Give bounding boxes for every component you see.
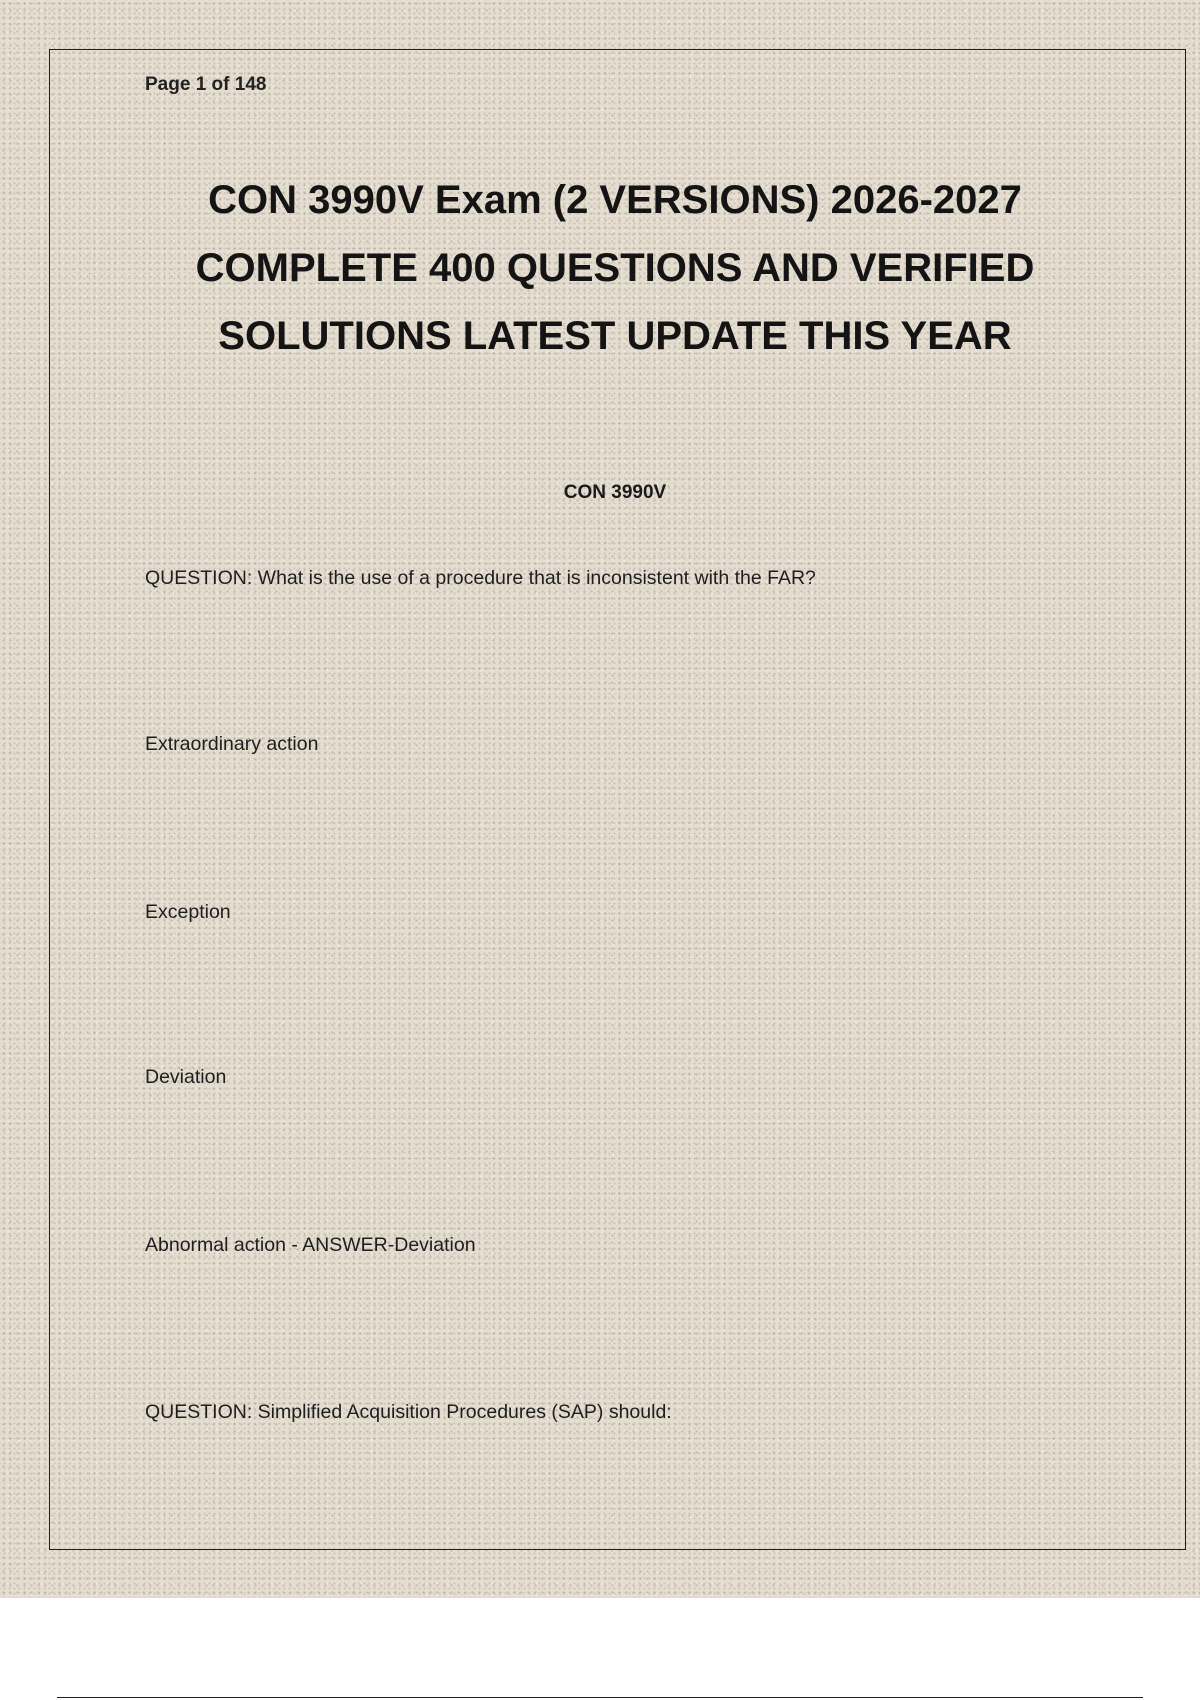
answer-option-with-answer: Abnormal action - ANSWER-Deviation [145,1234,476,1256]
footer-divider [57,1697,1143,1698]
answer-option: Deviation [145,1066,227,1088]
question-text: QUESTION: What is the use of a procedure that is inconsistent with the FAR? [145,567,816,589]
answer-option: Exception [145,901,231,923]
document-title [150,166,1080,370]
course-code-heading: CON 3990V [563,482,667,503]
title-line-2: COMPLETE 400 QUESTIONS AND VERIFIED [195,246,1035,290]
answer-option: Extraordinary action [145,733,319,755]
title-line-3: SOLUTIONS LATEST UPDATE THIS YEAR [218,314,1012,358]
question-text: QUESTION: Simplified Acquisition Procedures (SAP) should: [145,1401,672,1423]
page-number: Page 1 of 148 [145,74,267,95]
title-line-1: CON 3990V Exam (2 VERSIONS) 2026-2027 [208,178,1022,222]
